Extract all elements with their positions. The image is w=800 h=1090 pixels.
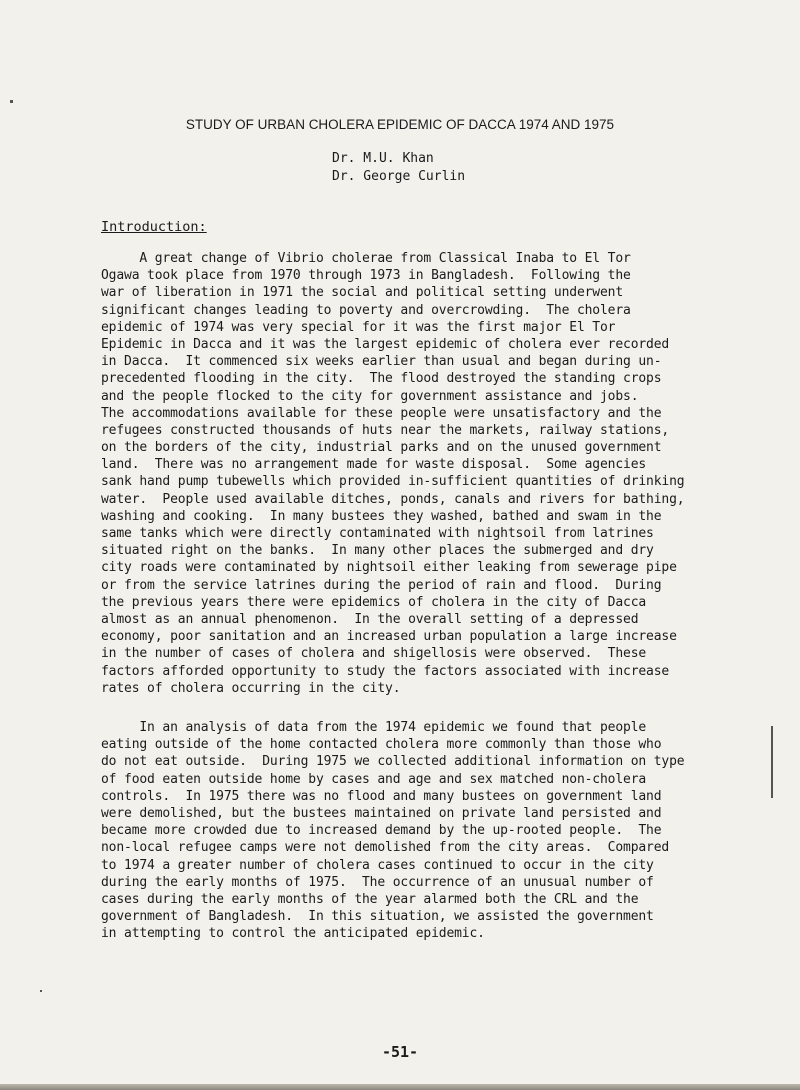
text-line: factors afforded opportunity to study the factors associated with increase (101, 663, 670, 679)
text-line: Epidemic in Dacca and it was the largest epidemic of cholera ever recorded (101, 336, 670, 352)
scan-edge (0, 1084, 800, 1090)
author-list (332, 150, 465, 186)
text-line: to 1974 a greater number of cholera cases continued to occur in the city (101, 857, 654, 873)
paragraph-1 (101, 250, 791, 697)
text-line: during the early months of 1975. The occurrence of an unusual number of (101, 874, 654, 890)
text-line: The accommodations available for these people were unsatisfactory and the (101, 405, 662, 421)
text-line: in Dacca. It commenced six weeks earlier than usual and began during un- (101, 354, 662, 370)
text-line: city roads were contaminated by nightsoil either leaking from sewerage pipe (101, 560, 677, 576)
text-line: in the number of cases of cholera and shigellosis were observed. These (101, 646, 647, 662)
text-line: A great change of Vibrio cholerae from Classical Inaba to El Tor (101, 251, 631, 266)
text-line: In an analysis of data from the 1974 epidemic we found that people (101, 720, 647, 735)
margin-line (771, 726, 773, 798)
text-line: on the borders of the city, industrial parks and on the unused government (101, 440, 662, 456)
scan-speck (40, 990, 42, 992)
text-line: controls. In 1975 there was no flood and many bustees on government land (101, 788, 662, 804)
author-1: Dr. M.U. Khan (332, 151, 434, 166)
text-line: sank hand pump tubewells which provided in-sufficient quantities of drinking (101, 474, 685, 490)
text-line: were demolished, but the bustees maintained on private land persisted and (101, 805, 662, 821)
scan-speck (10, 100, 13, 103)
author-2: Dr. George Curlin (332, 169, 466, 184)
text-line: became more crowded due to increased demand by the up-rooted people. The (101, 823, 662, 839)
text-line: economy, poor sanitation and an increased urban population a large increase (101, 629, 677, 645)
text-line: cases during the early months of the year alarmed both the CRL and the (101, 891, 639, 907)
text-line: the previous years there were epidemics of cholera in the city of Dacca (101, 594, 647, 610)
text-line: non-local refugee camps were not demolished from the city areas. Compared (101, 840, 670, 856)
text-line: or from the service latrines during the period of rain and flood. During (101, 577, 662, 593)
text-line: Ogawa took place from 1970 through 1973 in Bangladesh. Following the (101, 268, 631, 284)
page-number: -51- (381, 1043, 419, 1061)
text-line: in attempting to control the anticipated epidemic. (101, 926, 485, 942)
text-line: water. People used available ditches, ponds, canals and rivers for bathing, (101, 491, 685, 507)
text-line: of food eaten outside home by cases and age and sex matched non-cholera (101, 771, 647, 787)
text-line: epidemic of 1974 was very special for it was the first major El Tor (101, 319, 616, 335)
text-line: same tanks which were directly contaminated with nightsoil from latrines (101, 526, 654, 541)
paragraph-2 (101, 719, 791, 942)
text-line: eating outside of the home contacted cholera more commonly than those who (101, 737, 662, 753)
text-line: war of liberation in 1971 the social and political setting underwent (101, 285, 624, 301)
text-line: washing and cooking. In many bustees they washed, bathed and swam in the (101, 508, 662, 524)
text-line: government of Bangladesh. In this situation, we assisted the government (101, 909, 654, 925)
text-line: do not eat outside. During 1975 we collected additional information on type (101, 754, 685, 770)
text-line: almost as an annual phenomenon. In the overall setting of a depressed (101, 611, 639, 627)
text-line: rates of cholera occurring in the city. (101, 680, 401, 696)
text-line: situated right on the banks. In many other places the submerged and dry (101, 543, 654, 559)
text-line: land. There was no arrangement made for waste disposal. Some agencies (101, 457, 647, 473)
text-line: refugees constructed thousands of huts near the markets, railway stations, (101, 422, 670, 438)
text-line: precedented flooding in the city. The flood destroyed the standing crops (101, 371, 662, 387)
text-line: significant changes leading to poverty and overcrowding. The cholera (101, 302, 631, 318)
text-line: and the people flocked to the city for government assistance and jobs. (101, 388, 639, 404)
document-title: STUDY OF URBAN CHOLERA EPIDEMIC OF DACCA 1974 AND 1975 (185, 117, 615, 132)
section-heading: Introduction: (101, 219, 207, 235)
